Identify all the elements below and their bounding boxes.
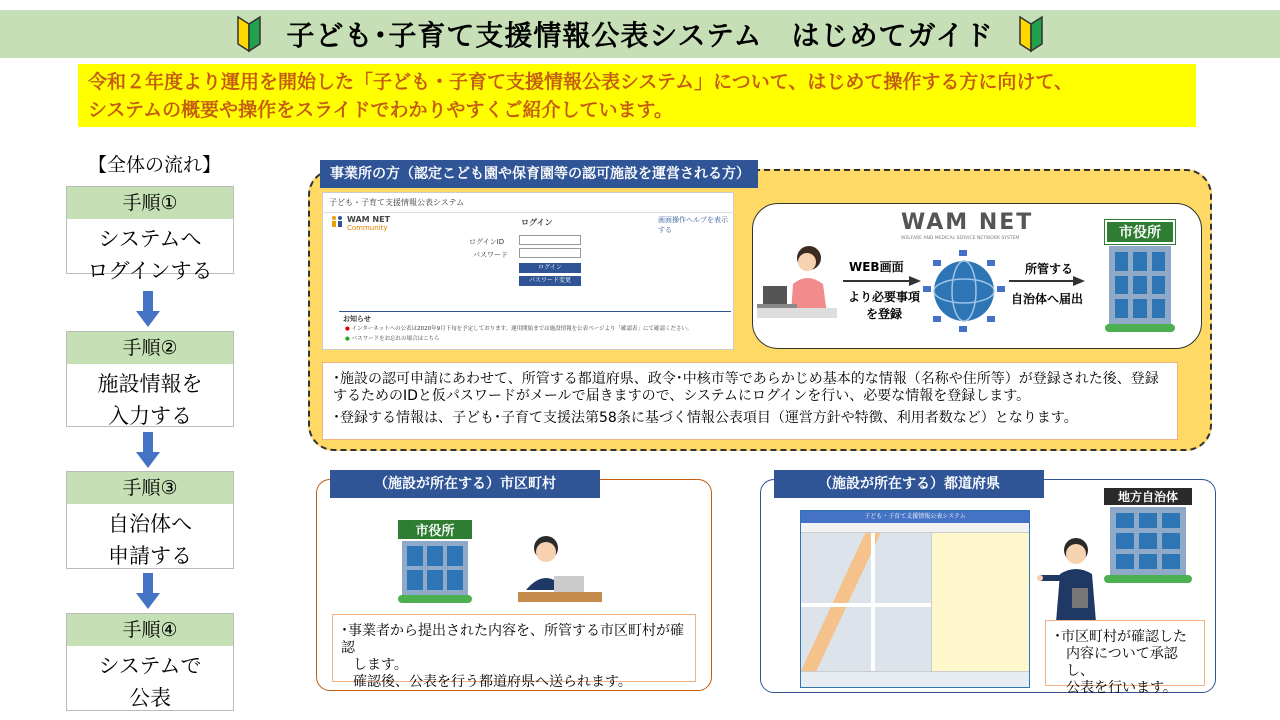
title-bar — [0, 10, 1280, 58]
screenshot-id-label: ログインID — [469, 238, 505, 246]
map-toolbar[interactable] — [801, 523, 1029, 533]
man-at-laptop-icon — [512, 532, 604, 606]
screenshot-login-button[interactable]: ログイン — [519, 263, 581, 273]
down-arrow-icon — [136, 432, 160, 468]
step-3 — [66, 471, 234, 569]
right-arrow-icon — [843, 276, 921, 286]
step-label: 手順① — [67, 187, 233, 219]
step-text: 公表 — [129, 686, 171, 710]
page-title: 子ども･子育て支援情報公表システム はじめてガイド — [286, 19, 994, 52]
prefecture-note-line: ･市区町村が確認した — [1054, 629, 1187, 645]
down-arrow-icon — [136, 573, 160, 609]
intro-banner — [78, 64, 1196, 127]
local-government-building-icon — [1104, 488, 1192, 584]
step-text: システムへ — [98, 227, 202, 251]
step-text: 入力する — [108, 404, 192, 428]
login-screenshot — [322, 192, 734, 350]
building-sign: 地方自治体 — [1104, 488, 1192, 505]
step-4 — [66, 613, 234, 711]
wam-logo: WAM NET — [901, 210, 1034, 235]
man-with-tablet-icon — [1036, 534, 1108, 624]
wam-subtitle: WELFARE AND MEDICAL SERVICE NETWORK SYSTEM — [901, 236, 1020, 241]
prefecture-note-line: 公表を行います。 — [1066, 680, 1177, 696]
step-text: 施設情報を — [97, 372, 203, 396]
beginner-mark-icon — [236, 15, 262, 53]
gov-label-1: 所管する — [1025, 262, 1074, 276]
step-1 — [66, 186, 234, 283]
web-label-1: WEB画面 — [849, 260, 904, 274]
gov-label-2: 自治体へ届出 — [1011, 292, 1084, 306]
wam-diagram — [752, 203, 1202, 349]
beginner-mark-icon — [1018, 15, 1044, 53]
business-heading: 事業所の方（認定こども園や保育園等の認可施設を運営される方） — [320, 160, 758, 188]
web-label-2: より必要事項 — [847, 290, 920, 304]
green-dot-icon: ● — [345, 336, 350, 342]
step-label: 手順④ — [67, 614, 233, 646]
step-label: 手順③ — [67, 472, 233, 504]
business-note: ･登録する情報は、子ども･子育て支援法第58条に基づく情報公表項目（運営方針や特徴、利用者数など）となります。 — [333, 410, 1078, 426]
business-note: ･施設の認可申請にあわせて、所管する都道府県、政令･中核市等であらかじめ基本的な情報（名称や住所等）が登録された後、登録するためのIDと仮パスワードがメールで届きますので、システムにログインを行い、必要な情報を登録します。 — [333, 371, 1159, 404]
screenshot-notice: インターネットへの公表は2020年9月下旬を予定しております。運用開始までは施設情報を公表ページより「確認表」にて確認ください。 — [351, 326, 693, 332]
map-view[interactable] — [801, 533, 931, 671]
city-hall-sign: 市役所 — [398, 520, 472, 539]
business-notes — [322, 362, 1178, 440]
map-app-title: 子ども・子育て支援情報公表システム — [801, 511, 1029, 523]
prefecture-note — [1045, 620, 1205, 696]
screenshot-pw-field[interactable] — [519, 248, 581, 258]
screenshot-logo-text: WAM NET — [347, 215, 391, 224]
city-hall-icon — [398, 520, 472, 604]
screenshot-notice-title: お知らせ — [343, 315, 371, 323]
city-hall-icon — [1105, 220, 1175, 338]
prefecture-note-line: 内容について承認し、 — [1066, 646, 1178, 679]
municipality-heading: （施設が所在する）市区町村 — [330, 470, 600, 498]
step-text: 自治体へ — [108, 512, 192, 536]
step-text: システムで — [98, 654, 202, 678]
municipality-note-line: ･事業者から提出された内容を、所管する市区町村が確認 — [341, 623, 684, 656]
map-screenshot — [800, 510, 1030, 688]
intro-line: 令和２年度より運用を開始した「子ども・子育て支援情報公表システム」について、はじめて操作する方に向けて、 — [88, 71, 1073, 93]
globe-network-icon — [921, 248, 1007, 334]
flow-heading: 【全体の流れ】 — [88, 154, 222, 176]
step-label: 手順② — [67, 332, 233, 364]
prefecture-heading: （施設が所在する）都道府県 — [774, 470, 1044, 498]
city-hall-sign: 市役所 — [1105, 220, 1175, 244]
screenshot-help-link[interactable]: 画面操作ヘルプを表示する — [658, 216, 728, 234]
red-dot-icon: ● — [345, 326, 350, 332]
municipality-note-line: 確認後、公表を行う都道府県へ送られます。 — [353, 674, 632, 690]
screenshot-notice: パスワードをお忘れの場合はこちら — [351, 336, 440, 342]
down-arrow-icon — [136, 291, 160, 327]
step-text: 申請する — [108, 544, 192, 568]
screenshot-change-pw-button[interactable]: パスワード変更 — [519, 276, 581, 286]
map-footer — [801, 671, 1029, 687]
step-2 — [66, 331, 234, 427]
people-icon — [331, 215, 343, 227]
municipality-note-line: します。 — [353, 657, 408, 673]
screenshot-logo-sub: Community — [347, 224, 388, 232]
screenshot-app-title: 子ども・子育て支援情報公表システム — [323, 193, 733, 213]
intro-line: システムの概要や操作をスライドでわかりやすくご紹介しています。 — [88, 99, 674, 121]
web-label-3: を登録 — [865, 307, 902, 321]
screenshot-logo — [331, 215, 390, 232]
screenshot-login-title: ログイン — [521, 218, 553, 227]
screenshot-id-field[interactable] — [519, 235, 581, 245]
map-side-panel — [931, 533, 1029, 671]
municipality-note — [332, 614, 696, 690]
step-text: ログインする — [87, 259, 213, 283]
screenshot-pw-label: パスワード — [473, 251, 508, 259]
woman-at-laptop-icon — [757, 242, 843, 324]
right-arrow-icon — [1009, 276, 1085, 286]
